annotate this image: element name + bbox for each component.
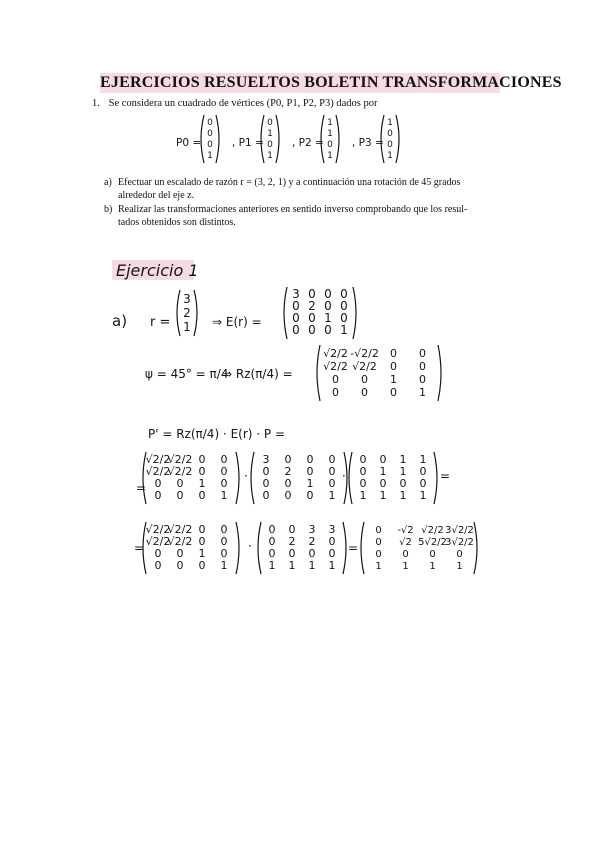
rotation-matrix-cell: 0	[419, 347, 426, 360]
vertices-matrix-cell: 0	[359, 477, 367, 490]
r-vector-right-paren	[194, 290, 197, 336]
item-a-line1: Efectuar un escalado de razón r = (3, 2, 1) y a continuación una rotación de 45 grados	[118, 177, 461, 188]
product-rotation-matrix-cell: 1	[220, 489, 228, 502]
scale-matrix-cell: 0	[340, 311, 348, 325]
product-rotation-matrix-2-cell: 1	[220, 559, 228, 572]
scaled-vertices-matrix-cell: 0	[288, 547, 296, 560]
scaled-vertices-matrix-cell: 0	[268, 523, 276, 536]
r-eq-label: r =	[150, 315, 171, 330]
product-rotation-matrix-cell: 0	[198, 453, 206, 466]
vertex-matrix-cell: 0	[267, 140, 273, 150]
product-scale-matrix-cell: 1	[328, 489, 336, 502]
scaled-vertices-matrix-cell: 0	[328, 547, 336, 560]
r-vector-cell: 2	[183, 306, 191, 320]
vertices-matrix-cell: 0	[399, 477, 407, 490]
scale-matrix-cell: 0	[292, 299, 300, 313]
vertices-matrix-cell: 1	[379, 489, 387, 502]
result-matrix-cell: 1	[402, 561, 409, 572]
product-scale-matrix-cell: 0	[284, 477, 292, 490]
scale-matrix-cell: 0	[292, 323, 300, 337]
angle-line: ψ = 45° = π/4	[145, 367, 229, 381]
rotation-matrix-right-paren	[438, 345, 441, 401]
vertex-matrix-cell: 1	[327, 151, 333, 161]
vertex-matrix-cell: 0	[387, 140, 393, 150]
product-scale-matrix-cell: 0	[328, 453, 336, 466]
vertices-matrix-right-paren	[434, 452, 437, 504]
p-equation: P' = Rz(π/4) · E(r) · P =	[148, 427, 285, 441]
product-rotation-matrix-2-cell: √2/2	[167, 535, 193, 548]
result-matrix-cell: √2/2	[421, 525, 444, 536]
rotation-matrix-cell: 1	[390, 373, 397, 386]
product-rotation-matrix-2-cell: √2/2	[145, 535, 171, 548]
vertex-matrix-cell: 0	[387, 129, 393, 139]
rotation-matrix-cell: 0	[390, 386, 397, 399]
scale-matrix-cell: 1	[324, 311, 332, 325]
result-matrix-cell: √2	[399, 537, 412, 548]
scale-matrix-cell: 3	[292, 287, 300, 301]
vertices-matrix-cell: 1	[399, 465, 407, 478]
vertex-label: , P2 =	[292, 137, 324, 149]
equals-sign: =	[348, 541, 359, 555]
product-rotation-matrix-cell: 0	[198, 465, 206, 478]
rotation-matrix-cell: 0	[390, 360, 397, 373]
product-rotation-matrix-cell: 0	[154, 489, 162, 502]
r-vector-cell: 3	[183, 292, 191, 306]
r-vector-cell: 1	[183, 320, 191, 334]
vertices-matrix-cell: 0	[419, 477, 427, 490]
scaled-vertices-matrix-cell: 3	[308, 523, 316, 536]
vertex-label: P0 =	[176, 137, 202, 149]
implies-scale: ⇒ E(r) =	[212, 315, 262, 329]
rotation-matrix-cell: -√2/2	[350, 347, 379, 360]
product-rotation-matrix-2-cell: 0	[176, 559, 184, 572]
page-title: EJERCICIOS RESUELTOS BOLETIN TRANSFORMACIONES	[100, 74, 562, 91]
vertices-matrix-cell: 1	[379, 465, 387, 478]
result-matrix-cell: 1	[429, 561, 436, 572]
rotation-matrix-left-paren	[317, 345, 320, 401]
scale-matrix-cell: 1	[340, 323, 348, 337]
vertices-matrix-cell: 0	[379, 453, 387, 466]
scaled-vertices-matrix-cell: 0	[268, 547, 276, 560]
product-rotation-matrix-cell: 0	[176, 489, 184, 502]
result-matrix-cell: 0	[375, 525, 382, 536]
scale-matrix-cell: 0	[292, 311, 300, 325]
scaled-vertices-matrix-cell: 1	[268, 559, 276, 572]
product-scale-matrix-cell: 0	[306, 489, 314, 502]
vertex-label: , P3 =	[352, 137, 384, 149]
vertex-matrix-cell: 1	[267, 129, 273, 139]
rotation-matrix-cell: √2/2	[323, 360, 348, 373]
vertices-matrix-cell: 1	[419, 489, 427, 502]
scale-matrix-cell: 0	[308, 323, 316, 337]
product-scale-matrix-cell: 0	[262, 489, 270, 502]
product-rotation-matrix-cell: 0	[176, 477, 184, 490]
result-matrix-cell: 3√2/2	[445, 525, 474, 536]
scale-matrix-cell: 0	[324, 287, 332, 301]
vertex-matrix-cell: 0	[267, 118, 273, 128]
product-rotation-matrix-cell: 0	[220, 453, 228, 466]
result-matrix-left-paren	[361, 522, 364, 574]
dot-operator: ·	[244, 469, 248, 483]
product-scale-matrix-cell: 0	[328, 477, 336, 490]
vertices-matrix-cell: 1	[399, 453, 407, 466]
scale-matrix-cell: 0	[340, 287, 348, 301]
result-matrix-cell: 5√2/2	[418, 537, 447, 548]
vertex-matrix-cell: 0	[207, 129, 213, 139]
scaled-vertices-matrix-cell: 2	[288, 535, 296, 548]
dot-operator: ·	[248, 539, 252, 553]
scaled-vertices-matrix-cell: 1	[288, 559, 296, 572]
result-matrix-cell: 3√2/2	[445, 537, 474, 548]
vertices-matrix-cell: 0	[379, 477, 387, 490]
scaled-vertices-matrix-cell: 0	[308, 547, 316, 560]
product-rotation-matrix-2-cell: 0	[198, 559, 206, 572]
result-matrix-cell: 0	[429, 549, 436, 560]
product-scale-matrix-left-paren	[251, 452, 254, 504]
result-matrix-cell: 1	[375, 561, 382, 572]
result-matrix-cell: 0	[456, 549, 463, 560]
product-rotation-matrix-cell: 1	[198, 477, 206, 490]
item-b-label: b)	[104, 204, 113, 215]
product-scale-matrix-cell: 0	[328, 465, 336, 478]
rotation-matrix-cell: 0	[361, 386, 368, 399]
product-scale-matrix-cell: 3	[262, 453, 270, 466]
product-rotation-matrix-2-cell: 0	[220, 535, 228, 548]
product-rotation-matrix-cell: √2/2	[167, 453, 193, 466]
scale-matrix-cell: 0	[308, 287, 316, 301]
r-vector-left-paren	[177, 290, 180, 336]
product-rotation-matrix-2-cell: √2/2	[145, 523, 171, 536]
product-rotation-matrix-cell: 0	[220, 477, 228, 490]
rotation-matrix-cell: 0	[332, 386, 339, 399]
vertex-matrix-cell: 1	[327, 118, 333, 128]
rotation-matrix-cell: 0	[390, 347, 397, 360]
scaled-vertices-matrix-right-paren	[343, 522, 346, 574]
vertices-matrix-left-paren	[349, 452, 352, 504]
scaled-vertices-matrix-cell: 1	[328, 559, 336, 572]
product-rotation-matrix-2-cell: 0	[198, 535, 206, 548]
product-rotation-matrix-cell: 0	[220, 465, 228, 478]
vertices-matrix-cell: 1	[419, 453, 427, 466]
product-scale-matrix-cell: 0	[284, 489, 292, 502]
scaled-vertices-matrix-cell: 3	[328, 523, 336, 536]
product-rotation-matrix-cell: 0	[154, 477, 162, 490]
product-rotation-matrix-2-cell: 0	[154, 547, 162, 560]
result-matrix-cell: 0	[375, 549, 382, 560]
vertices-matrix-cell: 0	[359, 453, 367, 466]
product-rotation-matrix-right-paren	[236, 452, 239, 504]
product-scale-matrix-cell: 1	[306, 477, 314, 490]
vertex-matrix-cell: 1	[327, 129, 333, 139]
item-b-line2: tados obtenidos son distintos.	[118, 217, 236, 228]
implies-rotation: ⇒ Rz(π/4) =	[222, 367, 293, 381]
product-scale-matrix-cell: 0	[306, 465, 314, 478]
result-matrix-cell: 1	[456, 561, 463, 572]
vertex-matrix-cell: 0	[207, 118, 213, 128]
rotation-matrix-cell: √2/2	[323, 347, 348, 360]
item-a-label: a)	[104, 177, 112, 188]
scale-matrix-right-paren	[353, 287, 356, 339]
item-a-line2: alrededor del eje z.	[118, 190, 195, 201]
scale-matrix-cell: 0	[324, 323, 332, 337]
result-matrix-right-paren	[474, 522, 477, 574]
problem-number: 1.	[92, 98, 100, 109]
vertex-matrix-cell: 1	[387, 151, 393, 161]
product-rotation-matrix-2-right-paren	[236, 522, 239, 574]
vertex-matrix-cell: 1	[387, 118, 393, 128]
product-rotation-matrix-2-cell: 1	[198, 547, 206, 560]
vertices-matrix-cell: 1	[399, 489, 407, 502]
product-rotation-matrix-cell: 0	[198, 489, 206, 502]
result-matrix-cell: -√2	[397, 525, 414, 536]
scaled-vertices-matrix-cell: 2	[308, 535, 316, 548]
product-scale-matrix-cell: 2	[284, 465, 292, 478]
product-scale-matrix-cell: 0	[306, 453, 314, 466]
vertices-matrix-cell: 0	[359, 465, 367, 478]
product-rotation-matrix-cell: √2/2	[145, 453, 171, 466]
handwritten-heading: Ejercicio 1	[116, 261, 199, 280]
rotation-matrix-cell: 0	[332, 373, 339, 386]
product-rotation-matrix-2-cell: 0	[220, 523, 228, 536]
scaled-vertices-matrix-cell: 0	[328, 535, 336, 548]
scale-matrix-left-paren	[284, 287, 287, 339]
product-rotation-matrix-2-cell: √2/2	[167, 523, 193, 536]
vertex-matrix-cell: 0	[207, 140, 213, 150]
vertices-matrix-cell: 1	[359, 489, 367, 502]
product-scale-matrix-cell: 0	[262, 477, 270, 490]
product-rotation-matrix-cell: √2/2	[145, 465, 171, 478]
scale-matrix-cell: 2	[308, 299, 316, 313]
vertex-matrix-cell: 1	[267, 151, 273, 161]
product-rotation-matrix-2-cell: 0	[154, 559, 162, 572]
result-matrix-cell: 0	[375, 537, 382, 548]
scale-matrix-cell: 0	[324, 299, 332, 313]
product-rotation-matrix-2-cell: 0	[220, 547, 228, 560]
scale-matrix-cell: 0	[340, 299, 348, 313]
rotation-matrix-cell: 1	[419, 386, 426, 399]
equals-sign: =	[136, 481, 147, 495]
scaled-vertices-matrix-cell: 1	[308, 559, 316, 572]
rotation-matrix-cell: √2/2	[352, 360, 377, 373]
item-b-line1: Realizar las transformaciones anteriores en sentido inverso comprobando que los resul-	[118, 204, 468, 215]
rotation-matrix-cell: 0	[419, 373, 426, 386]
scaled-vertices-matrix-cell: 0	[288, 523, 296, 536]
problem-text: Se considera un cuadrado de vértices (P0, P1, P2, P3) dados por	[108, 98, 378, 109]
vertices-matrix-cell: 0	[419, 465, 427, 478]
part-a-label: a)	[112, 312, 128, 330]
vertex-matrix-cell: 1	[207, 151, 213, 161]
product-rotation-matrix-2-cell: 0	[198, 523, 206, 536]
product-rotation-matrix-cell: √2/2	[167, 465, 193, 478]
product-rotation-matrix-2-cell: 0	[176, 547, 184, 560]
scaled-vertices-matrix-left-paren	[258, 522, 261, 574]
rotation-matrix-cell: 0	[419, 360, 426, 373]
rotation-matrix-cell: 0	[361, 373, 368, 386]
product-scale-matrix-cell: 0	[262, 465, 270, 478]
equals-sign: =	[134, 541, 145, 555]
scale-matrix-cell: 0	[308, 311, 316, 325]
equals-sign: =	[440, 469, 451, 483]
product-scale-matrix-cell: 0	[284, 453, 292, 466]
scaled-vertices-matrix-cell: 0	[268, 535, 276, 548]
vertex-matrix-cell: 0	[327, 140, 333, 150]
dot-operator: ·	[342, 469, 346, 483]
result-matrix-cell: 0	[402, 549, 409, 560]
vertex-label: , P1 =	[232, 137, 264, 149]
